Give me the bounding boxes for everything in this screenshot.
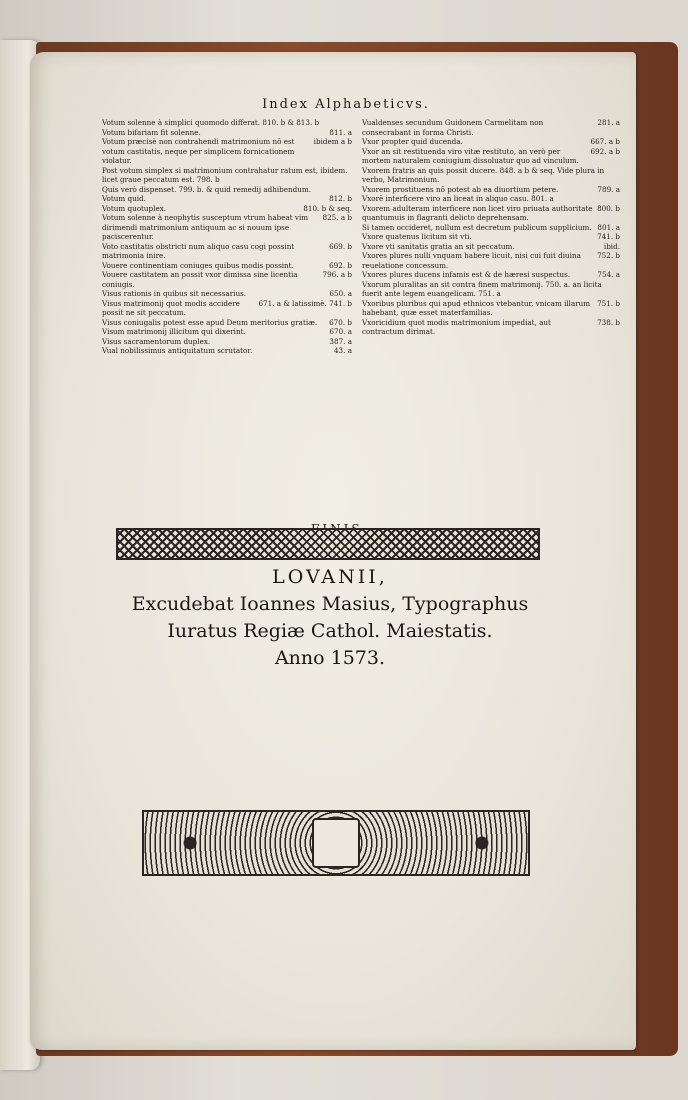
index-entry <box>102 299 352 318</box>
index-entry <box>102 137 352 166</box>
index-entry-text: Quis verò dispenset. 799. b. & quid remedij adhibendum. <box>102 184 311 194</box>
index-entry <box>362 280 620 299</box>
index-entry <box>102 166 352 185</box>
index-entry-ref: 812. b <box>329 194 352 203</box>
index-title: Index Alphabeticvs. <box>262 97 430 112</box>
index-entry <box>102 270 352 289</box>
index-entry-text: Vxorē interficere viro an liceat in aliquo casu. 801. a <box>362 194 554 203</box>
imprint-line-1: Excudebat Ioannes Masius, Typographus <box>131 593 529 615</box>
index-entry <box>102 337 352 347</box>
index-entry-ref: 669. b <box>329 241 352 251</box>
index-entry-ref: 43. a <box>333 346 352 355</box>
index-entry-text: Vouere castitatem an possit vxor dimissa sine licentia coniugis. <box>102 270 300 289</box>
index-entry-text: Visus sacramentorum duplex. <box>102 336 211 346</box>
index-entry-ref: 825. a b <box>322 213 352 222</box>
index-entry-ref: 800. b <box>597 203 620 213</box>
index-entry-ref: 754. a <box>597 270 620 279</box>
index-entry <box>362 223 620 233</box>
index-entry <box>102 194 352 204</box>
index-entry-ref: ibid. <box>603 241 620 251</box>
imprint-line-3: Anno 1573. <box>274 647 386 669</box>
woodcut-mask-figure <box>312 818 360 868</box>
index-entry-text: Vxoricidium quot modis matrimonium impediat, aut contractum dirimat. <box>362 317 554 336</box>
index-entry-ref: 667. a b <box>590 137 620 146</box>
book-page <box>30 52 636 1050</box>
index-entry-ref: 738. b <box>597 317 620 327</box>
index-entry-text: Visus rationis in quibus sit necessarius. <box>102 289 247 298</box>
index-entry <box>362 251 620 270</box>
woodcut-ornament <box>142 810 530 876</box>
index-entry-text: Si tamen occideret, nullum est decretum publicum supplicium. <box>362 222 592 232</box>
index-entry <box>102 289 352 299</box>
index-entry <box>362 232 620 242</box>
index-entry <box>362 118 620 137</box>
index-entry-text: Votum solenne à neophytis susceptum vtrum habeat vim dirimendi matrimonium antiquum ac si nouum ipse paciscerentur. <box>102 213 311 241</box>
imprint-line-2: Iuratus Regiæ Cathol. Maiestatis. <box>167 620 493 642</box>
index-entry-text: Votum bifariam fit solenne. <box>102 127 201 137</box>
index-entry-text: Vxorem prostituens nô potest ab ea diuortium petere. <box>362 184 559 194</box>
index-entry-text: Votum quid. <box>102 194 146 203</box>
index-entry <box>102 204 352 214</box>
index-entry <box>102 118 352 128</box>
index-entry-ref: 670. a <box>329 327 352 336</box>
index-entry <box>362 242 620 252</box>
index-entry-ref: 387. a <box>329 336 352 346</box>
index-entry-text: Vxorem fratris an quis possit ducere. 848. a b & seq. Vide plura in verbo, Matrimonium. <box>362 165 607 184</box>
index-entry-text: Vualdenses secundum Guidonem Carmelitam non consecrabant in forma Christi. <box>362 118 546 137</box>
imprint-city: LOVANII, <box>272 566 388 588</box>
index-entry-ref: 741. b <box>597 232 620 241</box>
index-entry-text: Vxorem adulteram interficere non licet viro priuata authoritate quantumuis in flagranti delicto deprehensam. <box>362 203 595 222</box>
index-entry-ref: 801. a <box>597 222 620 232</box>
index-entry-text: Votum solenne à simplici quomodo differat. 810. b & 813. b <box>102 118 320 127</box>
index-entry-ref: 281. a <box>597 118 620 127</box>
index-entry <box>362 194 620 204</box>
index-entry <box>362 299 620 318</box>
index-entry-text: Vxor propter quid ducenda. <box>362 137 463 146</box>
index-entry-text: Visum matrimonij illicitum qui dixerint. <box>102 327 246 336</box>
index-entry <box>362 204 620 223</box>
index-entry <box>102 242 352 261</box>
index-entry-text: Vxoribus pluribus qui apud ethnicos vtebantur, vnicam illarum habebant, quæ esset materfamilias. <box>362 298 593 317</box>
index-entry <box>362 166 620 185</box>
index-column-right <box>362 118 620 337</box>
index-entry <box>102 185 352 195</box>
index-entry <box>102 128 352 138</box>
index-entry-text: Vxore quatenus licitum sit vti. <box>362 232 472 241</box>
index-entry-ref: 796. a b <box>322 270 352 279</box>
index-entry-text: Votum præcisè non contrahendi matrimonium nô est votum castitatis, neque per simplicem fornicationem violatur. <box>102 137 297 165</box>
index-entry-ref: 751. b <box>597 298 620 308</box>
index-entry <box>102 327 352 337</box>
index-entry <box>362 147 620 166</box>
index-entry <box>102 213 352 242</box>
index-entry-ref: 810. b & seq. <box>303 203 352 213</box>
index-entry-text: Voto castitatis obstricti num aliquo casu cogi possint matrimonia inire. <box>102 241 297 260</box>
ornamental-band <box>116 528 540 560</box>
index-entry-ref: 789. a <box>597 184 620 194</box>
index-entry-ref: 671. a & latissimè. 741. b <box>258 298 352 308</box>
index-entry-text: Vxores plures nulli vnquam habere licuit, nisi cui fuit diuina reuelatione concessum. <box>362 251 584 270</box>
index-entry-text: Vouere continentiam coniuges quibus modis possint. <box>102 260 294 270</box>
index-entry <box>102 318 352 328</box>
index-entry-text: Votum quotuplex. <box>102 203 167 213</box>
index-column-left <box>102 118 352 356</box>
index-entry-text: Vxore vti sanitatis gratia an sit peccatum. <box>362 241 515 251</box>
index-entry-text: Vxor an sit restituenda viro vitæ restituto, an verò per mortem naturalem coniugium dissoluatur quo ad vinculum. <box>362 146 579 165</box>
index-entry-ref: 692. b <box>329 260 352 270</box>
index-entry-ref: ibidem a b <box>313 137 352 146</box>
index-entry-text: Visus matrimonij quot modis accidere possit ne sit peccatum. <box>102 298 243 317</box>
imprint-block <box>110 564 550 672</box>
index-entry <box>102 346 352 356</box>
index-entry <box>362 318 620 337</box>
index-entry <box>362 137 620 147</box>
index-entry-ref: 752. b <box>597 251 620 260</box>
index-entry-ref: 650. a <box>329 289 352 298</box>
index-entry-text: Post votum simplex si matrimonium contrahatur ratum est, ibidem. licet graue peccatum est. 798. b <box>102 165 350 184</box>
index-entry-ref: 670. b <box>329 317 352 327</box>
index-entry-text: Vual nobilissimus antiquitatum scrutator. <box>102 346 253 355</box>
index-entry-ref: 692. a b <box>590 146 620 156</box>
index-entry-text: Vxorum pluralitas an sit contra finem matrimonij. 750. a. an licita fuerit ante legem euangelicam. 751. a <box>362 279 605 298</box>
index-entry-text: Visus coniugalis potest esse apud Deum meritorius gratiæ. <box>102 317 318 327</box>
index-entry <box>362 185 620 195</box>
index-entry-text: Vxores plures ducens infamis est & de hæresi suspectus. <box>362 270 571 279</box>
index-entry-ref: 811. a <box>329 127 352 137</box>
index-entry <box>102 261 352 271</box>
index-entry <box>362 270 620 280</box>
